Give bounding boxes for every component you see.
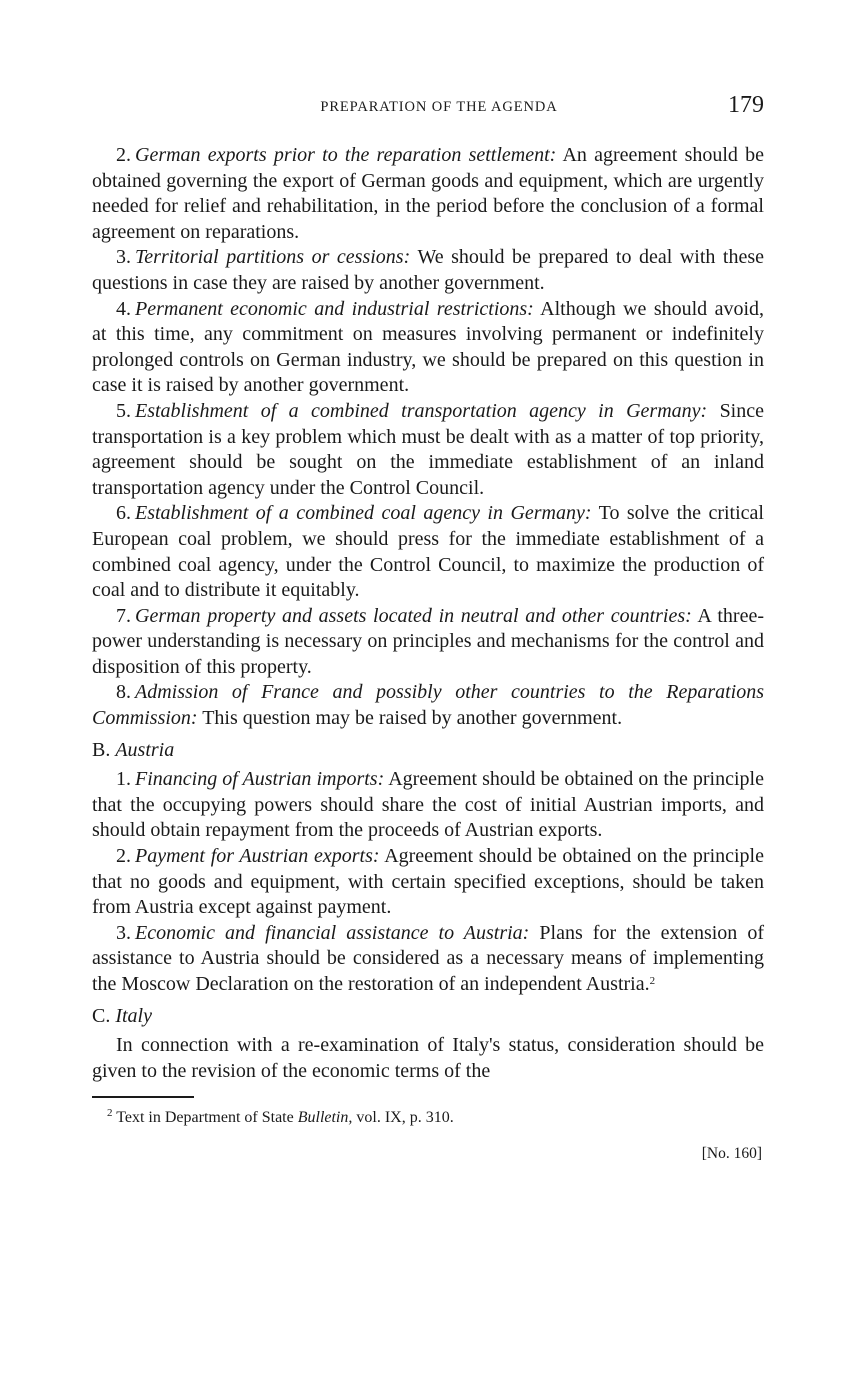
item-title: Permanent economic and industrial restrictions: <box>135 297 534 320</box>
germany-item-6 <box>92 501 764 603</box>
item-number: 8. <box>116 681 131 704</box>
germany-item-7 <box>92 604 764 681</box>
italy-text: In connection with a re-examination of Italy's status, consideration should be given to the revision of the economic terms of the <box>92 1034 764 1082</box>
item-text: This question may be raised by another government. <box>202 707 623 730</box>
item-title: Economic and financial assistance to Austria: <box>135 921 530 944</box>
item-text: To solve the critical European coal problem, we should press for the immediate establishment of a combined coal agency, under the Control Council, to maximize the production of coal and to distribute it equitably. <box>92 502 764 602</box>
item-title: Admission of France and possibly other countries to the Reparations Commission: <box>92 681 764 730</box>
footnote-prefix: Text in Department of State <box>116 1109 294 1127</box>
section-heading-austria <box>92 738 764 764</box>
document-number: [No. 160] <box>701 1145 762 1163</box>
item-number: 4. <box>116 297 131 320</box>
item-title: Financing of Austrian imports: <box>135 768 385 791</box>
running-header <box>92 92 764 126</box>
germany-item-4 <box>92 297 764 399</box>
section-letter: B. <box>92 738 111 761</box>
item-number: 3. <box>116 246 131 269</box>
austria-item-1 <box>92 767 764 844</box>
germany-item-8 <box>92 680 764 731</box>
germany-item-3 <box>92 245 764 296</box>
item-number: 1. <box>116 768 131 791</box>
footnote-source: Bulletin, <box>297 1109 353 1127</box>
footnote-reference: 2 <box>649 975 656 987</box>
section-heading-italy <box>92 1004 764 1030</box>
germany-item-5 <box>92 399 764 501</box>
item-number: 3. <box>116 921 131 944</box>
footnote-mark: 2 <box>107 1107 113 1120</box>
running-title: PREPARATION OF THE AGENDA <box>320 99 558 115</box>
item-text: Since transportation is a key problem which must be dealt with as a matter of top priority, agreement should be sought on the immediate establishment of an inland transportation agency under the Control Council. <box>92 399 764 499</box>
item-number: 6. <box>116 502 131 525</box>
austria-item-2 <box>92 844 764 921</box>
item-title: German property and assets located in neutral and other countries: <box>135 604 692 627</box>
item-text: An agreement should be obtained governing the export of German goods and equipment, which are urgently needed for relief and rehabilitation, in the period before the conclusion of a formal agreement on reparations. <box>92 144 764 243</box>
item-number: 5. <box>116 399 131 422</box>
item-title: Establishment of a combined coal agency in Germany: <box>135 502 592 525</box>
italy-paragraph <box>92 1033 764 1084</box>
item-text: Agreement should be obtained on the principle that the occupying powers should share the cost of initial Austrian imports, and should obtain repayment from the proceeds of Austrian exports. <box>92 768 764 842</box>
item-text: Although we should avoid, at this time, any commitment on measures involving permanent or indefinitely prolonged controls on German industry, we should be prepared on this question in case it is raised by another government. <box>92 297 764 397</box>
section-letter: C. <box>92 1004 111 1027</box>
body-text <box>92 143 764 1084</box>
item-title: Establishment of a combined transportation agency in Germany: <box>135 399 708 422</box>
document-page <box>92 92 764 1163</box>
footnote-rule <box>92 1096 194 1098</box>
item-text: Plans for the extension of assistance to Austria should be considered as a necessary means of implementing the Moscow Declaration on the restoration of an independent Austria. <box>92 921 765 995</box>
section-title: Italy <box>115 1004 152 1027</box>
germany-item-2 <box>92 143 764 245</box>
item-text: Agreement should be obtained on the principle that no goods and equipment, with certain specified exceptions, should be taken from Austria except against payment. <box>92 845 764 919</box>
page-number: 179 <box>728 92 764 118</box>
item-number: 2. <box>116 144 131 166</box>
item-text: We should be prepared to deal with these questions in case they are raised by another government. <box>92 246 765 294</box>
footnote-suffix: vol. IX, p. 310. <box>356 1109 454 1127</box>
item-title: German exports prior to the reparation settlement: <box>135 144 557 166</box>
austria-item-3 <box>92 921 764 998</box>
item-title: Payment for Austrian exports: <box>135 845 380 868</box>
item-number: 2. <box>116 845 131 868</box>
item-text: A three-power understanding is necessary on principles and mechanisms for the control and disposition of this property. <box>92 604 764 678</box>
item-number: 7. <box>116 604 131 627</box>
footnote <box>92 1108 764 1128</box>
section-title: Austria <box>115 738 175 761</box>
item-title: Territorial partitions or cessions: <box>135 246 411 269</box>
